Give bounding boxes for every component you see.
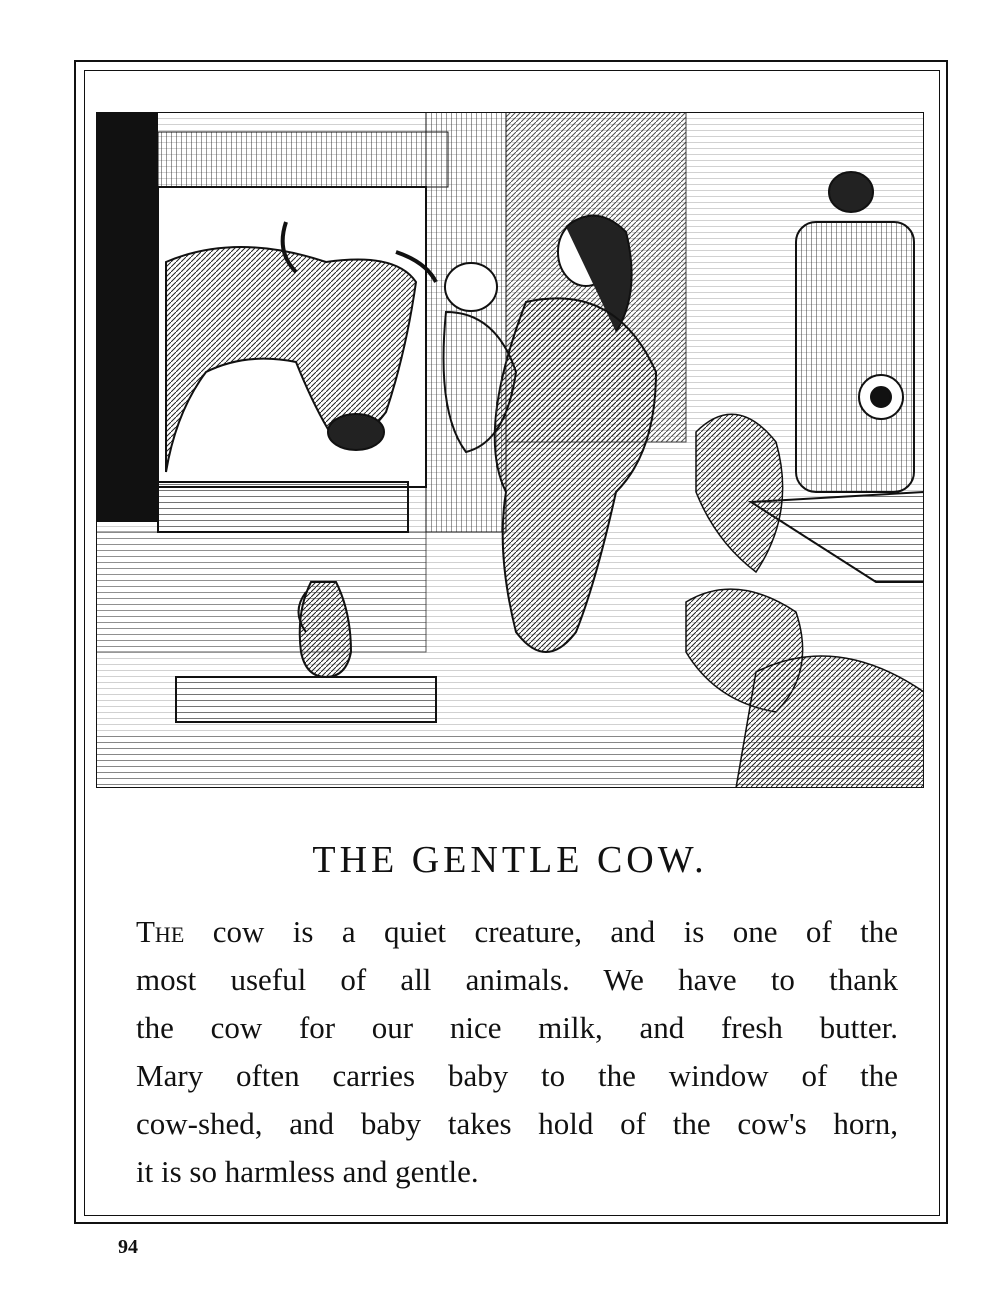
jug <box>299 582 352 677</box>
body-line: most useful of all animals. We have to thank <box>136 962 898 997</box>
body-paragraph <box>136 908 898 1196</box>
page-title: THE GENTLE COW. <box>312 839 708 881</box>
body-line: the cow for our nice milk, and fresh butter. <box>136 1010 898 1045</box>
body-line: Mary often carries baby to the window of the <box>136 1058 898 1093</box>
body-line: cow-shed, and baby takes hold of the cow's horn, <box>136 1106 898 1141</box>
body-lead-word: The <box>136 914 185 949</box>
post-left <box>96 112 158 522</box>
body-line <box>136 908 898 956</box>
engraving-illustration <box>96 112 924 788</box>
body-line: it is so harmless and gentle. <box>136 1154 479 1189</box>
body-line-text: cow is a quiet creature, and is one of the <box>212 914 898 949</box>
page-number: 94 <box>118 1236 138 1258</box>
